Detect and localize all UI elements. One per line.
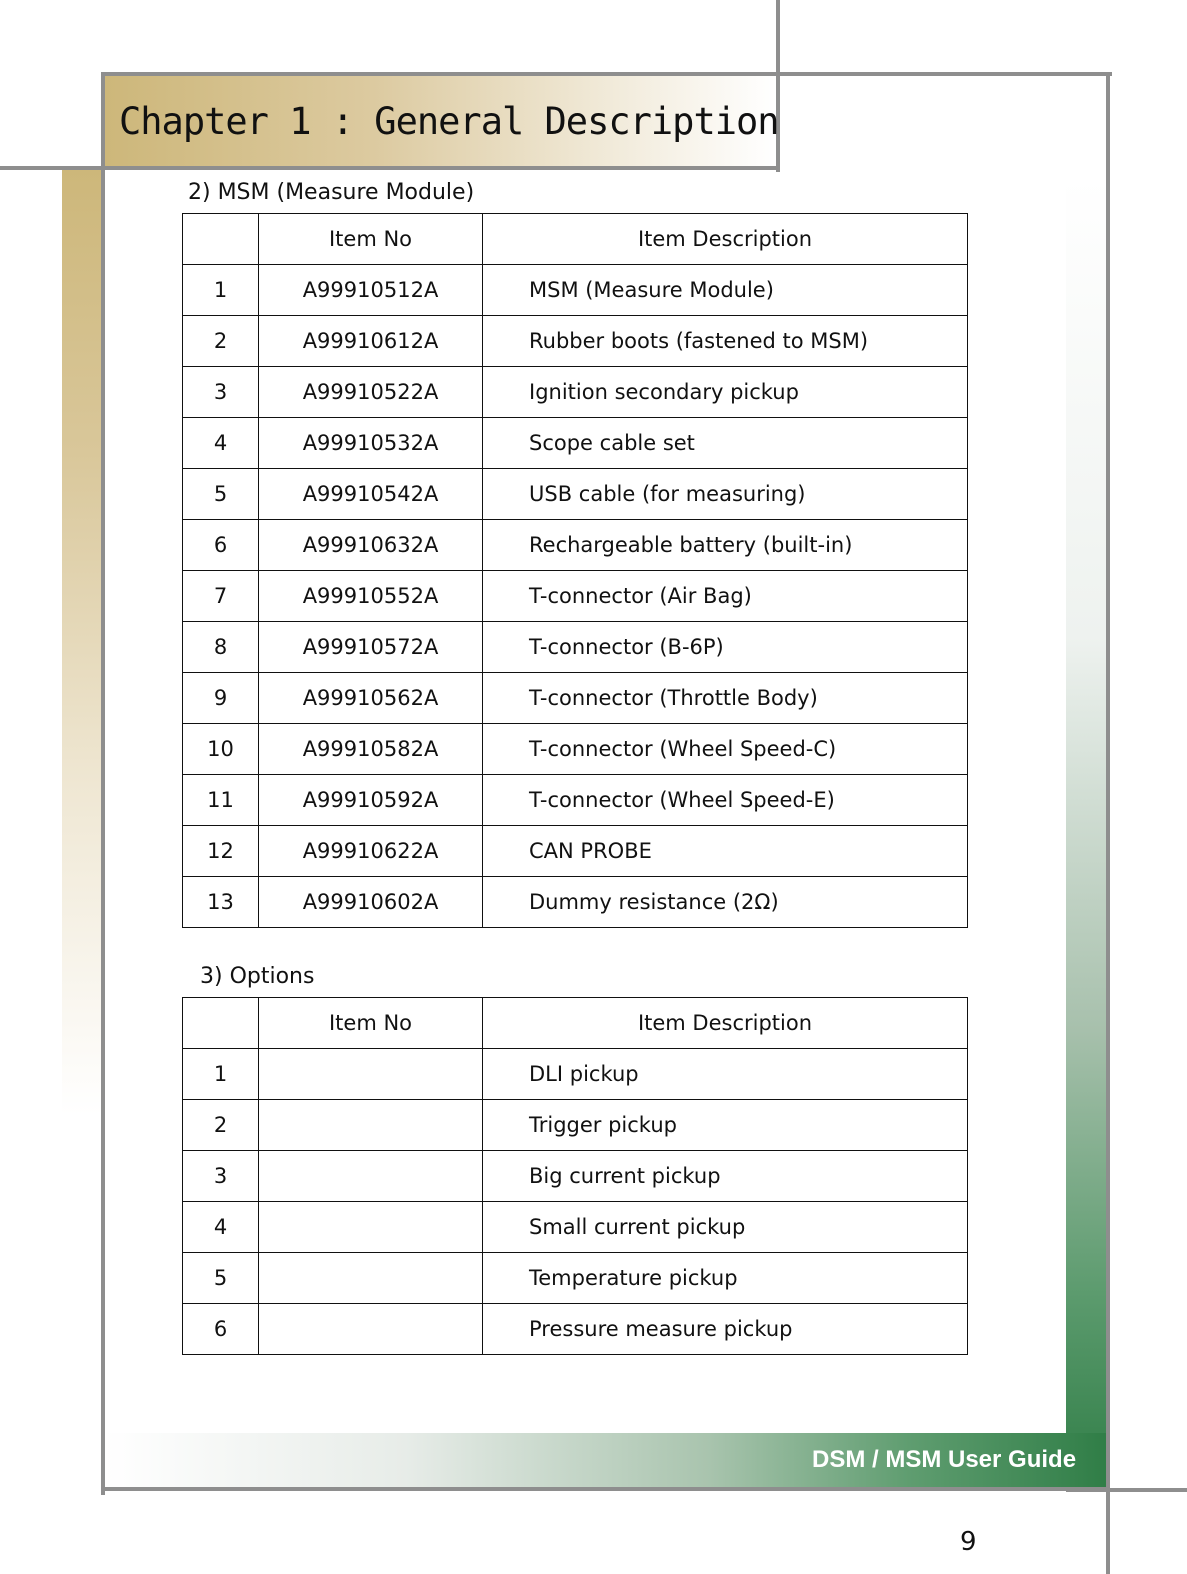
item-number: A99910562A (259, 673, 483, 724)
footer-horizontal-line (1066, 1488, 1187, 1492)
header-horizontal-line (0, 166, 780, 170)
item-number (259, 1253, 483, 1304)
row-index: 10 (183, 724, 259, 775)
column-header-index (183, 214, 259, 265)
row-index: 4 (183, 1202, 259, 1253)
item-description: T-connector (Wheel Speed-E) (483, 775, 968, 826)
table-header-row (183, 998, 968, 1049)
item-description: Temperature pickup (483, 1253, 968, 1304)
row-index: 2 (183, 316, 259, 367)
item-description: Rubber boots (fastened to MSM) (483, 316, 968, 367)
table-row (183, 520, 968, 571)
table-row (183, 469, 968, 520)
item-number: A99910522A (259, 367, 483, 418)
item-number: A99910632A (259, 520, 483, 571)
column-header-description: Item Description (483, 998, 968, 1049)
column-header-item-no: Item No (259, 998, 483, 1049)
item-description: Rechargeable battery (built-in) (483, 520, 968, 571)
table-header-row (183, 214, 968, 265)
chapter-title: Chapter 1 : General Description (119, 100, 779, 143)
item-description: Pressure measure pickup (483, 1304, 968, 1355)
item-number (259, 1304, 483, 1355)
right-gradient-band (1066, 178, 1110, 1490)
item-description: CAN PROBE (483, 826, 968, 877)
item-description: Small current pickup (483, 1202, 968, 1253)
page-number: 9 (960, 1527, 977, 1557)
row-index: 13 (183, 877, 259, 928)
table-row (183, 1100, 968, 1151)
msm-section-title: 2) MSM (Measure Module) (188, 180, 475, 205)
item-description: T-connector (Throttle Body) (483, 673, 968, 724)
frame-bottom-line (101, 1487, 1110, 1491)
item-number: A99910532A (259, 418, 483, 469)
table-row (183, 265, 968, 316)
column-header-description: Item Description (483, 214, 968, 265)
left-gradient-band (62, 170, 104, 1115)
row-index: 12 (183, 826, 259, 877)
table-row (183, 1304, 968, 1355)
table-row (183, 775, 968, 826)
row-index: 3 (183, 367, 259, 418)
msm-items-table (182, 213, 968, 928)
header-vertical-line (776, 0, 780, 172)
table-row (183, 877, 968, 928)
item-description: Ignition secondary pickup (483, 367, 968, 418)
item-number (259, 1151, 483, 1202)
item-number: A99910512A (259, 265, 483, 316)
item-number: A99910622A (259, 826, 483, 877)
options-section-title: 3) Options (200, 964, 315, 989)
item-description: Big current pickup (483, 1151, 968, 1202)
row-index: 5 (183, 1253, 259, 1304)
row-index: 2 (183, 1100, 259, 1151)
frame-right-line (1106, 72, 1110, 1574)
table-row (183, 826, 968, 877)
table-row (183, 1253, 968, 1304)
item-number (259, 1100, 483, 1151)
row-index: 1 (183, 265, 259, 316)
item-number: A99910542A (259, 469, 483, 520)
row-index: 11 (183, 775, 259, 826)
item-description: Trigger pickup (483, 1100, 968, 1151)
item-description: DLI pickup (483, 1049, 968, 1100)
item-number (259, 1049, 483, 1100)
table-row (183, 367, 968, 418)
item-number: A99910612A (259, 316, 483, 367)
column-header-item-no: Item No (259, 214, 483, 265)
row-index: 4 (183, 418, 259, 469)
item-number: A99910592A (259, 775, 483, 826)
item-description: T-connector (Air Bag) (483, 571, 968, 622)
row-index: 8 (183, 622, 259, 673)
item-number: A99910602A (259, 877, 483, 928)
table-row (183, 571, 968, 622)
row-index: 1 (183, 1049, 259, 1100)
options-items-table (182, 997, 968, 1355)
table-row (183, 1151, 968, 1202)
item-number: A99910582A (259, 724, 483, 775)
item-description: T-connector (B-6P) (483, 622, 968, 673)
frame-left-line (101, 72, 105, 1495)
table-row (183, 724, 968, 775)
row-index: 5 (183, 469, 259, 520)
item-description: T-connector (Wheel Speed-C) (483, 724, 968, 775)
row-index: 7 (183, 571, 259, 622)
item-description: Dummy resistance (2Ω) (483, 877, 968, 928)
item-description: MSM (Measure Module) (483, 265, 968, 316)
table-row (183, 1049, 968, 1100)
row-index: 9 (183, 673, 259, 724)
item-description: USB cable (for measuring) (483, 469, 968, 520)
table-row (183, 418, 968, 469)
row-index: 6 (183, 520, 259, 571)
row-index: 6 (183, 1304, 259, 1355)
row-index: 3 (183, 1151, 259, 1202)
column-header-index (183, 998, 259, 1049)
item-number: A99910572A (259, 622, 483, 673)
item-description: Scope cable set (483, 418, 968, 469)
table-row (183, 1202, 968, 1253)
footer-guide-title: DSM / MSM User Guide (812, 1446, 1077, 1473)
table-row (183, 673, 968, 724)
table-row (183, 316, 968, 367)
item-number: A99910552A (259, 571, 483, 622)
table-row (183, 622, 968, 673)
item-number (259, 1202, 483, 1253)
frame-top-line (102, 72, 1112, 76)
